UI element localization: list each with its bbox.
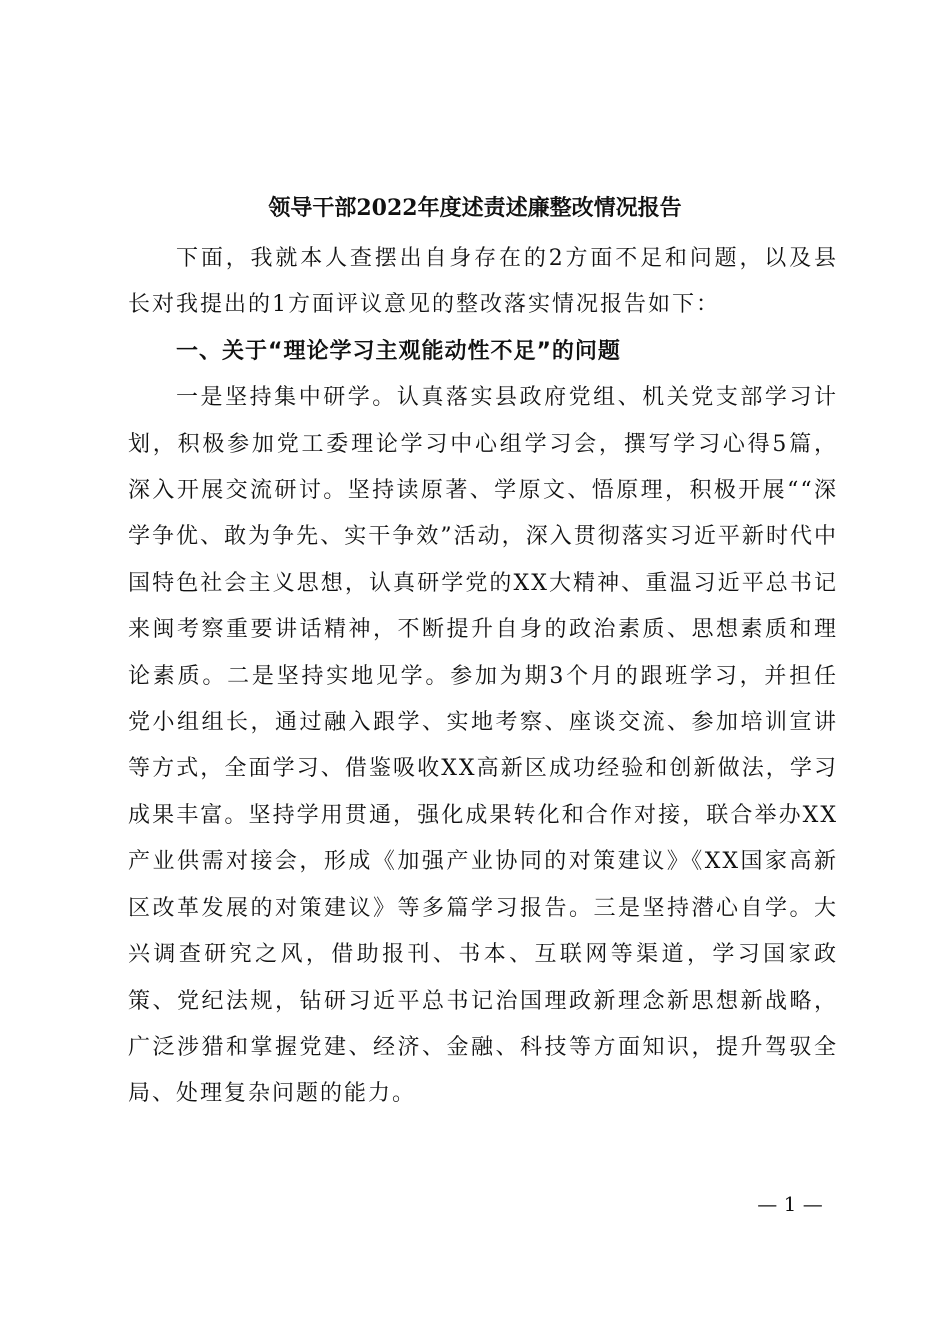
section-paragraph: 一是坚持集中研学。认真落实县政府党组、机关党支部学习计划，积极参加党工委理论学习中心组学习会，撰写学习心得5篇，深入开展交流研讨。坚持读原著、学原文、悟原理，积极开展““深学争优、敢为争先、实干争效”活动，深入贯彻落实习近平新时代中国特色社会主义思想，认真研学党的XX大精神、重温习近平总书记来闽考察重要讲话精神，不断提升自身的政治素质、思想素质和理论素质。二是坚持实地见学。参加为期3个月的跟班学习，并担任党小组组长，通过融入跟学、实地考察、座谈交流、参加培训宣讲等方式，全面学习、借鉴吸收XX高新区成功经验和创新做法，学习成果丰富。坚持学用贯通，强化成果转化和合作对接，联合举办XX产业供需对接会，形成《加强产业协同的对策建议》《XX国家高新区改革发展的对策建议》等多篇学习报告。三是坚持潜心自学。大兴调查研究之风，借助报刊、书本、互联网等渠道，学习国家政策、党纪法规，钻研习近平总书记治国理政新理念新思想新战略，广泛涉猎和掌握党建、经济、金融、科技等方面知识，提升驾驭全局、处理复杂问题的能力。 bbox=[128, 385, 838, 1107]
page-number: — 1 — bbox=[757, 1192, 823, 1216]
intro-paragraph: 下面，我就本人查摆出自身存在的2方面不足和问题，以及县长对我提出的1方面评议意见的整改落实情况报告如下： bbox=[128, 246, 838, 318]
section-heading: 一、关于“理论学习主观能动性不足”的问题 bbox=[176, 338, 621, 364]
document-title: 领导干部2022年度述责述廉整改情况报告 bbox=[268, 195, 682, 221]
document-body bbox=[128, 236, 838, 1118]
